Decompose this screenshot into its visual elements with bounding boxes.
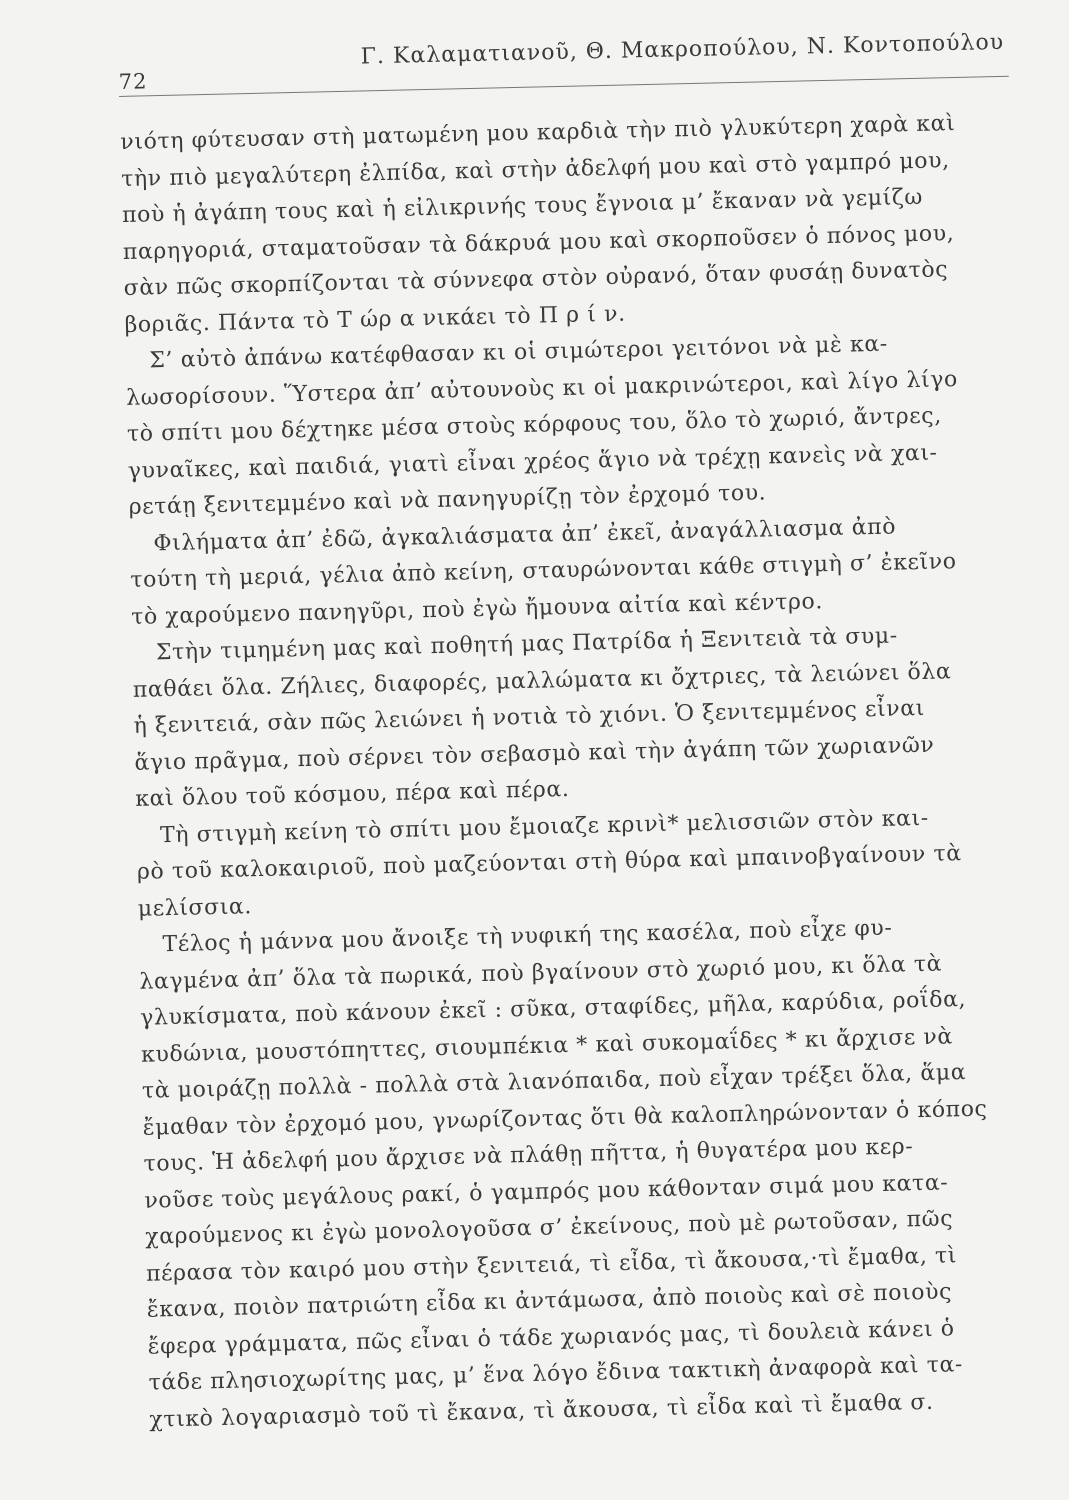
header-rule — [119, 76, 1009, 97]
running-head: Γ. Καλαματιανοῦ, Θ. Μακροπούλου, Ν. Κοντοπούλου — [360, 29, 1005, 70]
text-line: λαγμένα ἀπ’ ὅλα τὰ πωρικά, ποὺ βγαίνουν στὸ χωριό μου, κι ὅλα τὰ — [139, 951, 943, 995]
text-line: νιότη φύτευσαν στὴ ματωμένη μου καρδιὰ τὴν πιὸ γλυκύτερη χαρὰ καὶ — [120, 111, 956, 155]
text-line: Σ’ αὐτὸ ἀπάνω κατέφθασαν κι οἱ σιμώτεροι γειτόνοι νὰ μὲ κα- — [149, 331, 889, 374]
text-line: τὸ χαρούμενο πανηγῦρι, ποὺ ἐγὼ ἤμουνα αἰτία καὶ κέντρο. — [130, 588, 824, 630]
text-line: παθάει ὅλα. Ζήλιες, διαφορές, μαλλώματα κι ὄχτριες, τὰ λειώνει ὅλα — [132, 658, 952, 703]
text-line: λωσορίσουν. Ὕστερα ἀπ’ αὐτουνοὺς κι οἱ μακρινώτεροι, καὶ λίγο λίγο — [125, 366, 959, 411]
text-line: πέρασα τὸν καιρό μου στὴν ξενιτειά, τὶ εἶδα, τὶ ἄκουσα,·τὶ ἔμαθα, τὶ — [145, 1242, 958, 1287]
text-line: Τέλος ἡ μάννα μου ἄνοιξε τὴ νυφική της κασέλα, ποὺ εἶχε φυ- — [162, 915, 893, 958]
text-line: Στὴν τιμημένη μας καὶ ποθητή μας Πατρίδα ἡ Ξενιτειὰ τὰ συμ- — [155, 623, 899, 666]
text-line: ρὸ τοῦ καλοκαιριοῦ, ποὺ μαζεύονται στὴ θύρα καὶ μπαινοβγαίνουν τὰ — [136, 841, 962, 885]
text-line: τὴν πιὸ μεγαλύτερη ἐλπίδα, καὶ στὴν ἀδελφή μου καὶ στὸ γαμπρό μου, — [120, 147, 950, 192]
text-line: ρετάῃ ξενιτεμμένο καὶ νὰ πανηγυρίζῃ τὸν ἐρχομό του. — [128, 480, 767, 520]
text-line: βοριᾶς. Πάντα τὸ Τ ώρ α νικάει τὸ Π ρ ί ν. — [124, 301, 626, 338]
text-line: ἔφερα γράμματα, πῶς εἶναι ὁ τάδε χωριανός μας, τὶ δουλειὰ κάνει ὁ — [147, 1315, 955, 1360]
text-line: χτικὸ λογαριασμὸ τοῦ τὶ ἔκανα, τὶ ἄκουσα, τὶ εἶδα καὶ τὶ ἔμαθα σ. — [149, 1389, 934, 1433]
text-line: ἔκανα, ποιὸν πατριώτη εἶδα κι ἀντάμωσα, ἀπὸ ποιοὺς καὶ σὲ ποιοὺς — [146, 1279, 953, 1323]
text-line: ἔμαθαν τὸν ἐρχομό μου, γνωρίζοντας ὅτι θὰ καλοπληρώνονταν ὁ κόπος — [142, 1096, 988, 1141]
text-line: Φιλήματα ἀπ’ ἐδῶ, ἀγκαλιάσματα ἀπ’ ἐκεῖ, ἀναγάλλιασμα ἀπὸ — [153, 514, 897, 556]
text-line: τάδε πλησιοχωρίτης μας, μ’ ἕνα λόγο ἔδινα τακτικὴ ἀναφορὰ καὶ τα- — [148, 1352, 964, 1396]
text-line: Τὴ στιγμὴ κείνη τὸ σπίτι μου ἔμοιαζε κρινὶ* μελισσιῶν στὸν και- — [159, 805, 929, 848]
text-line: γλυκίσματα, ποὺ κάνουν ἐκεῖ : σῦκα, σταφίδες, μῆλα, καρύδια, ροΐδα, — [139, 987, 967, 1031]
text-line: παρηγοριά, σταματοῦσαν τὰ δάκρυά μου καὶ σκορποῦσεν ὁ πόνος μου, — [122, 220, 955, 265]
text-line: τούτη τὴ μεριά, γέλια ἀπὸ κείνη, σταυρώνονται κάθε στιγμὴ σ’ ἐκεῖνο — [130, 549, 957, 593]
page-number: 72 — [118, 69, 148, 94]
text-line: χαρούμενος κι ἐγὼ μονολογοῦσα σ’ ἐκείνους, ποὺ μὲ ρωτοῦσαν, πῶς — [144, 1206, 954, 1250]
page-header — [118, 29, 1009, 94]
text-line: ἡ ξενιτειά, σὰν πῶς λειώνει ἡ νοτιὰ τὸ χιόνι. Ὁ ξενιτεμμένος εἶναι — [133, 695, 926, 739]
text-line: μελίσσια. — [137, 893, 253, 922]
text-line: νοῦσε τοὺς μεγάλους ρακί, ὁ γαμπρός μου κάθονταν σιμά μου κατα- — [144, 1169, 949, 1214]
text-line: κυδώνια, μουστόπηττες, σιουμπέκια * καὶ συκομαΐδες * κι ἄρχισε νὰ — [140, 1023, 954, 1068]
text-line: καὶ ὅλου τοῦ κόσμου, πέρα καὶ πέρα. — [135, 776, 570, 812]
text-line: τὸ σπίτι μου δέχτηκε μέσα στοὺς κόρφους του, ὅλο τὸ χωριό, ἄντρες, — [126, 403, 943, 447]
text-line: ποὺ ἡ ἀγάπη τους καὶ ἡ εἰλικρινής τους ἔγνοια μ’ ἔκαναν νὰ γεμίζω — [121, 184, 924, 228]
text-line: γυναῖκες, καὶ παιδιά, γιατὶ εἶναι χρέος ἅγιο νὰ τρέχῃ κανεὶς νὰ χαι- — [127, 440, 938, 484]
text-line: τὰ μοιράζῃ πολλὰ - πολλὰ στὰ λιανόπαιδα, ποὺ εἶχαν τρέξει ὅλα, ἅμα — [141, 1060, 967, 1104]
text-line: τους. Ἡ ἀδελφή μου ἄρχισε νὰ πλάθῃ πῆττα, ἡ θυγατέρα μου κερ- — [143, 1134, 914, 1177]
text-line: ἅγιο πρᾶγμα, ποὺ σέρνει τὸν σεβασμὸ καὶ τὴν ἀγάπη τῶν χωριανῶν — [134, 732, 935, 776]
text-line: σὰν πῶς σκορπίζονται τὰ σύννεφα στὸν οὐρανό, ὅταν φυσάῃ δυνατὸς — [123, 257, 949, 301]
body-text — [120, 105, 1050, 1439]
